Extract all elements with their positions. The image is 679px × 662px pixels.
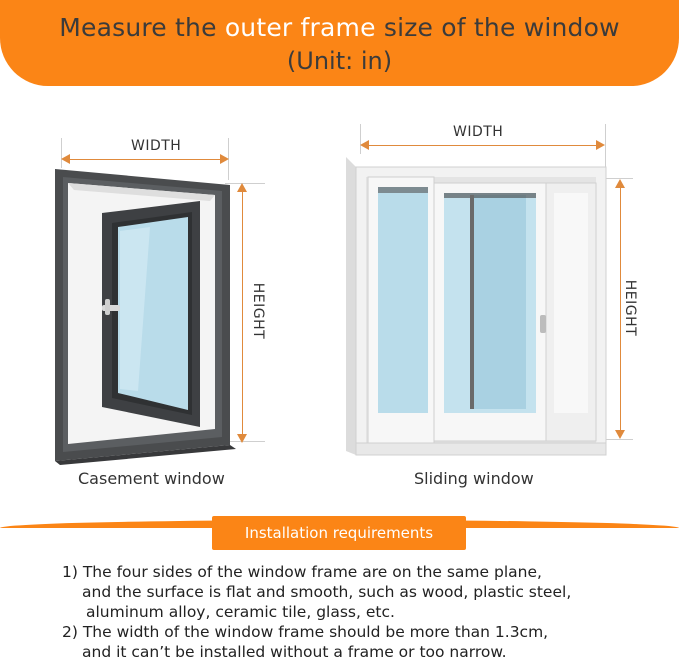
requirements-heading: Installation requirements bbox=[212, 516, 466, 550]
casement-height-label: HEIGHT bbox=[250, 282, 266, 340]
casement-width-label: WIDTH bbox=[131, 138, 182, 154]
sliding-width-dimension bbox=[362, 145, 603, 146]
header-banner bbox=[0, 0, 679, 86]
sliding-caption: Sliding window bbox=[414, 469, 534, 488]
title-highlight: outer frame bbox=[224, 13, 376, 42]
casement-handle-icon bbox=[102, 305, 120, 311]
sliding-window-illustration bbox=[340, 155, 612, 460]
requirement-1-line-1: 1) The four sides of the window frame are on the same plane, bbox=[62, 563, 542, 581]
requirements-list bbox=[62, 562, 571, 662]
sliding-left-glass bbox=[378, 187, 428, 413]
sliding-height-dimension bbox=[620, 181, 621, 437]
requirement-2-line-2: and it can’t be installed without a frame or too narrow. bbox=[82, 643, 507, 661]
page-title bbox=[0, 13, 679, 42]
title-suffix: size of the window bbox=[375, 13, 620, 42]
casement-window-illustration bbox=[50, 165, 240, 465]
sliding-width-label: WIDTH bbox=[453, 124, 504, 140]
sliding-handle-icon bbox=[540, 315, 546, 333]
requirement-2-line-1: 2) The width of the window frame should be more than 1.3cm, bbox=[62, 623, 549, 641]
requirement-1-line-2: and the surface is flat and smooth, such as wood, plastic steel, bbox=[82, 583, 572, 601]
sliding-height-label: HEIGHT bbox=[622, 279, 638, 337]
casement-caption: Casement window bbox=[78, 469, 225, 488]
casement-width-dimension bbox=[63, 159, 227, 160]
casement-height-dimension bbox=[242, 185, 243, 441]
unit-label: (Unit: in) bbox=[286, 47, 393, 75]
title-prefix: Measure the bbox=[59, 13, 225, 42]
requirement-1-line-3: aluminum alloy, ceramic tile, glass, etc. bbox=[86, 603, 395, 621]
